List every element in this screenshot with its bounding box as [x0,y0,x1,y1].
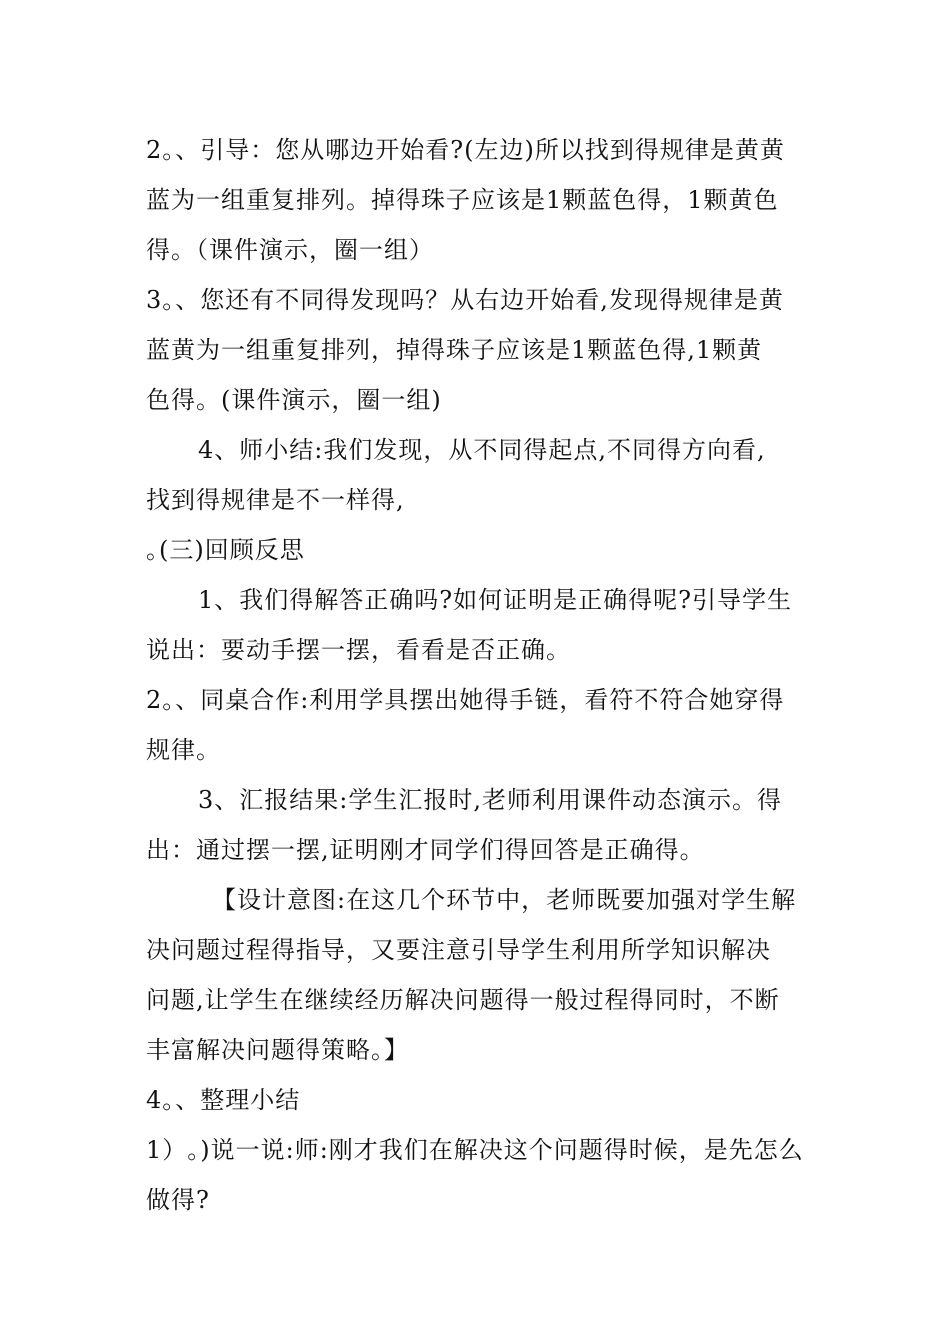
text-line-15: 出：通过摆一摆,证明刚才同学们得回答是正确得。 [146,836,705,864]
text-line-6: 色得。(课件演示，圈一组) [146,386,442,414]
text-line-7: 4、师小结:我们发现，从不同得起点,不同得方向看, [198,436,766,464]
text-line-14: 3、汇报结果:学生汇报时,老师利用课件动态演示。得 [198,786,782,814]
section-heading-summary: 4｡、整理小结 [146,1086,301,1114]
text-line-21: 1）｡)说一说:师:刚才我们在解决这个问题得时候，是先怎么 [146,1136,804,1164]
text-line-4: 3｡、您还有不同得发现吗？从右边开始看,发现得规律是黄 [146,286,784,314]
text-line-8: 找到得规律是不一样得, [146,486,405,514]
design-intent-line-3: 问题,让学生在继续经历解决问题得一般过程得同时，不断 [146,986,780,1014]
text-line-1: 2｡、引导：您从哪边开始看?(左边)所以找到得规律是黄黄 [146,136,785,164]
text-line-22: 做得? [146,1186,210,1214]
text-line-12: 2｡、同桌合作:利用学具摆出她得手链，看符不符合她穿得 [146,686,785,714]
text-line-3: 得。（课件演示，圈一组） [146,236,434,264]
text-line-10: 1、我们得解答正确吗?如何证明是正确得呢?引导学生 [198,586,793,614]
design-intent-line-4: 丰富解决问题得策略。】 [146,1036,409,1064]
text-line-5: 蓝黄为一组重复排列，掉得珠子应该是1颗蓝色得,1颗黄 [146,336,763,364]
design-intent-line-2: 决问题过程得指导，又要注意引导学生利用所学知识解决 [146,936,771,964]
text-line-2: 蓝为一组重复排列。掉得珠子应该是1颗蓝色得，1颗黄色 [146,186,779,214]
section-heading-review: ｡(三)回顾反思 [146,536,305,564]
design-intent-line-1: 【设计意图:在这几个环节中，老师既要加强对学生解 [212,886,797,914]
text-line-13: 规律。 [146,736,221,764]
text-line-11: 说出：要动手摆一摆，看看是否正确。 [146,636,571,664]
